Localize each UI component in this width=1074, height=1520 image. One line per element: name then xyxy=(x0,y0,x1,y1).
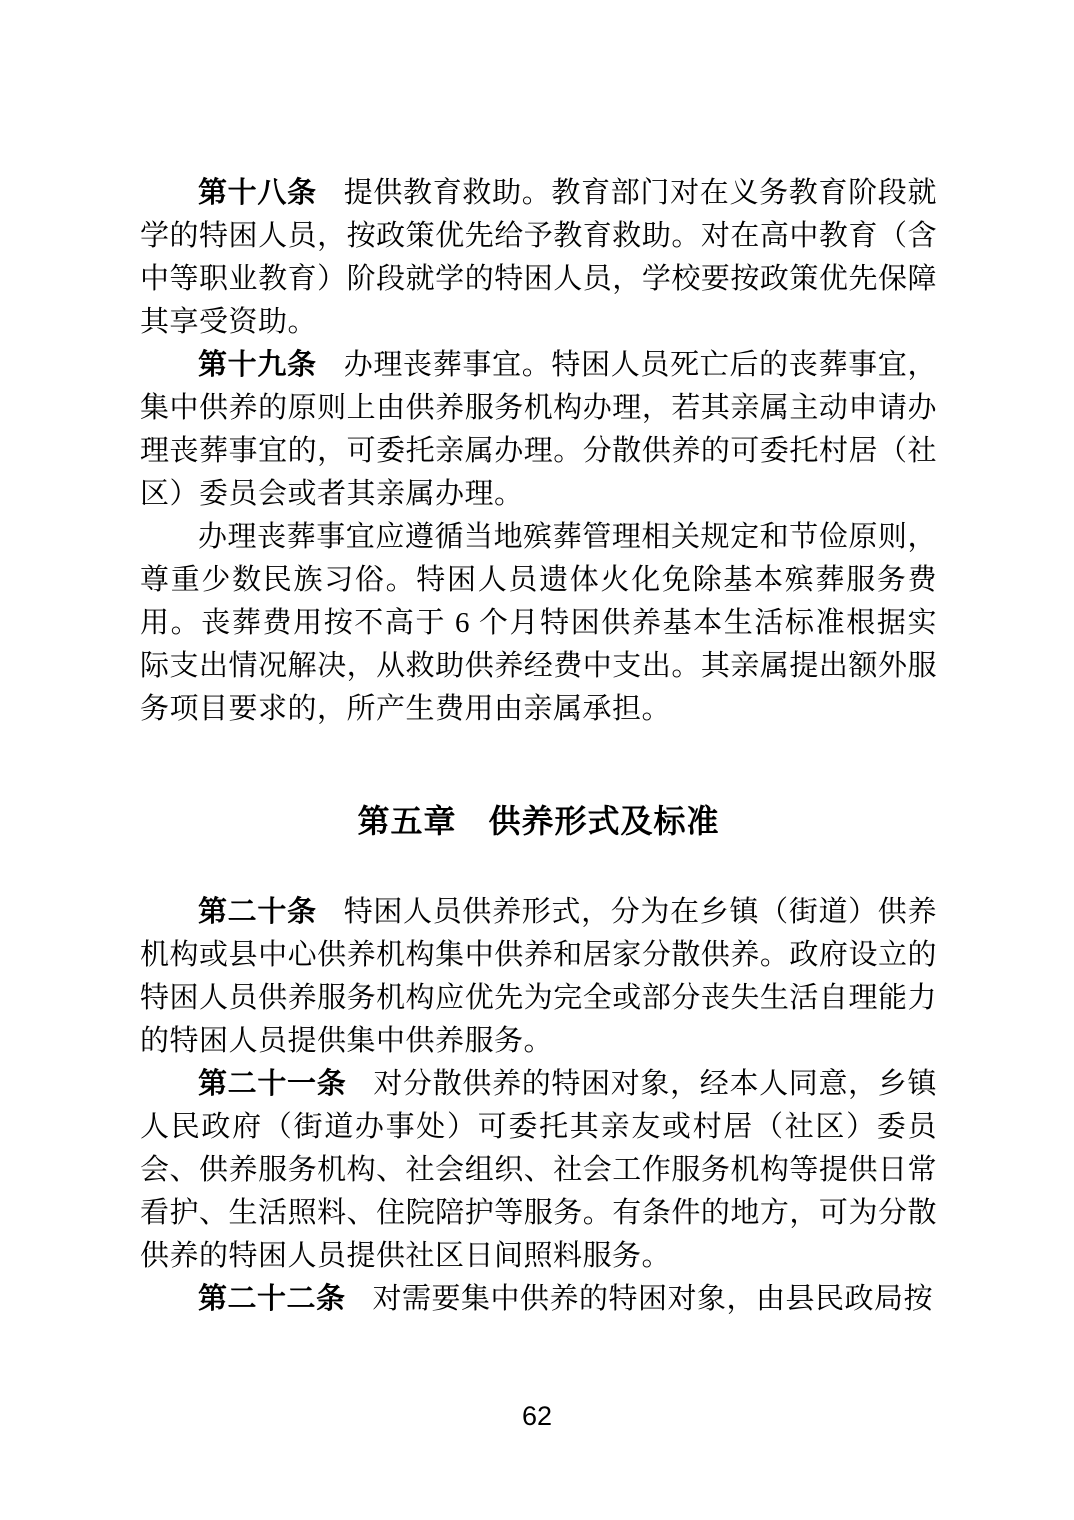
paragraph-text: 办理丧葬事宜。特困人员死亡后的丧葬事宜，集中供养的原则上由供养服务机构办理，若其亲属主动申请办理丧葬事宜的，可委托亲属办理。分散供养的可委托村居（社区）委员会或者其亲属办理。 xyxy=(140,349,937,510)
paragraph-text: 提供教育救助。教育部门对在义务教育阶段就学的特困人员，按政策优先给予教育救助。对在高中教育（含中等职业教育）阶段就学的特困人员，学校要按政策优先保障其享受资助。 xyxy=(140,177,937,338)
paragraph xyxy=(140,344,937,516)
paragraph-text: 对分散供养的特困对象，经本人同意，乡镇人民政府（街道办事处）可委托其亲友或村居（社区）委员会、供养服务机构、社会组织、社会工作服务机构等提供日常看护、生活照料、住院陪护等服务。有条件的地方，可为分散供养的特困人员提供社区日间照料服务。 xyxy=(140,1068,937,1272)
paragraph xyxy=(140,891,937,1063)
article-number: 第二十条 xyxy=(198,896,317,928)
paragraph-text: 办理丧葬事宜应遵循当地殡葬管理相关规定和节俭原则，尊重少数民族习俗。特困人员遗体火化免除基本殡葬服务费用。丧葬费用按不高于 6 个月特困供养基本生活标准根据实际支出情况解决，从救助供养经费中支出。其亲属提出额外服务项目要求的，所产生费用由亲属承担。 xyxy=(140,521,937,725)
chapter-number: 第五章 xyxy=(357,803,457,839)
paragraph xyxy=(140,516,937,731)
page-number: 62 xyxy=(521,1401,553,1431)
chapter-heading xyxy=(140,796,937,846)
document-content xyxy=(140,172,937,1321)
paragraph-text: 特困人员供养形式，分为在乡镇（街道）供养机构或县中心供养机构集中供养和居家分散供养。政府设立的特困人员供养服务机构应优先为完全或部分丧失生活自理能力的特困人员提供集中供养服务。 xyxy=(140,896,937,1057)
chapter-title: 供养形式及标准 xyxy=(488,803,720,839)
article-number: 第十八条 xyxy=(198,177,317,209)
article-number: 第二十一条 xyxy=(198,1068,347,1100)
article-number: 第十九条 xyxy=(198,349,317,381)
paragraph-text: 对需要集中供养的特困对象，由县民政局按 xyxy=(372,1283,934,1315)
paragraph xyxy=(140,1063,937,1278)
paragraph xyxy=(140,1278,937,1321)
article-number: 第二十二条 xyxy=(198,1283,346,1315)
paragraph xyxy=(140,172,937,344)
